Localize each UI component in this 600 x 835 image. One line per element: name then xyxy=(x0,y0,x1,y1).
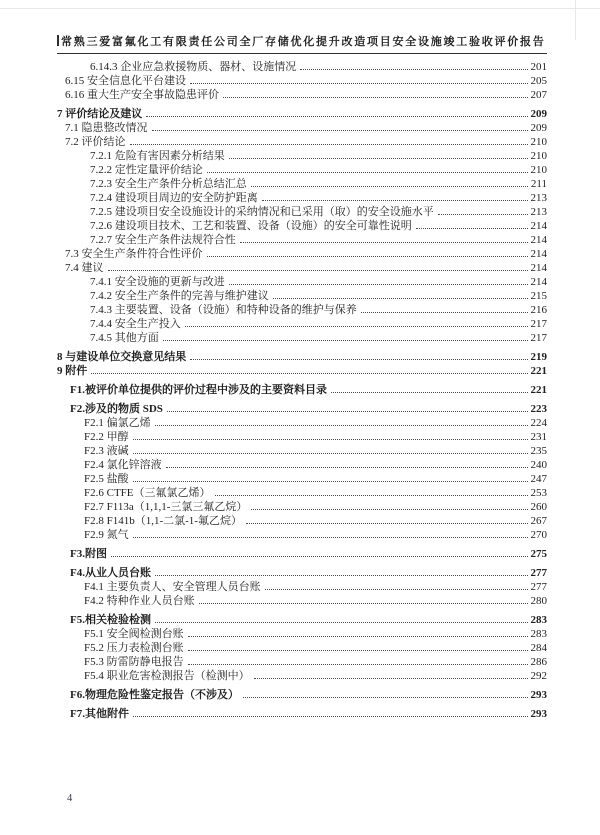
dot-leader xyxy=(361,312,528,313)
toc-entry-label: F5.1 安全阀检测台账 xyxy=(84,628,184,640)
toc-entry-page: 213 xyxy=(530,192,547,204)
dot-leader xyxy=(166,467,528,468)
toc-entry-label: 7.2.3 安全生产条件分析总结汇总 xyxy=(90,178,247,190)
toc-entry xyxy=(57,163,547,177)
dot-leader xyxy=(438,214,528,215)
dot-leader xyxy=(300,69,527,70)
toc-entry-label: F2.2 甲醇 xyxy=(84,431,129,443)
toc-entry xyxy=(57,458,547,472)
dot-leader xyxy=(155,622,528,623)
toc-entry xyxy=(57,74,547,88)
toc-entry-label: 7 评价结论及建议 xyxy=(57,108,143,120)
dot-leader xyxy=(133,716,528,717)
footer-page-number: 4 xyxy=(67,793,73,804)
toc-entry-label: 6.14.3 企业应急救援物质、器材、设施情况 xyxy=(90,61,297,73)
dot-leader xyxy=(185,326,528,327)
toc-entry-page: 284 xyxy=(530,642,547,654)
toc-entry-page: 280 xyxy=(530,595,547,607)
toc-entry xyxy=(57,149,547,163)
toc-entry-label: 7.4.5 其他方面 xyxy=(90,332,159,344)
dot-leader xyxy=(133,537,528,538)
toc-entry-label: 7.4 建议 xyxy=(65,262,104,274)
toc-entry xyxy=(57,60,547,74)
toc-entry-page: 209 xyxy=(530,122,547,134)
toc-entry xyxy=(57,528,547,542)
toc-entry-label: F1.被评价单位提供的评价过程中涉及的主要资料目录 xyxy=(70,384,327,396)
toc-entry xyxy=(57,500,547,514)
toc-entry xyxy=(57,514,547,528)
dot-leader xyxy=(152,130,528,131)
toc-entry-page: 283 xyxy=(530,614,547,626)
dot-leader xyxy=(133,453,528,454)
toc-entry xyxy=(57,364,547,378)
toc-entry-label: 7.2 评价结论 xyxy=(65,136,126,148)
toc-entry xyxy=(57,402,547,416)
toc-entry-page: 216 xyxy=(530,304,547,316)
dot-leader xyxy=(331,392,528,393)
toc-entry-label: F2.涉及的物质 SDS xyxy=(70,403,163,415)
toc-entry-label: F5.相关检验检测 xyxy=(70,614,151,626)
toc-entry-page: 247 xyxy=(530,473,547,485)
toc-entry xyxy=(57,472,547,486)
toc-entry-page: 253 xyxy=(530,487,547,499)
toc-entry-page: 217 xyxy=(530,318,547,330)
toc-entry xyxy=(57,247,547,261)
toc-entry-label: F2.5 盐酸 xyxy=(84,473,129,485)
toc-entry-label: 7.2.5 建设项目安全设施设计的采纳情况和已采用（取）的安全设施水平 xyxy=(90,206,434,218)
toc-entry-label: F5.2 压力表检测台账 xyxy=(84,642,184,654)
toc-entry-page: 207 xyxy=(530,89,547,101)
table-of-contents xyxy=(57,60,547,721)
toc-entry-page: 221 xyxy=(530,384,547,396)
toc-entry-page: 293 xyxy=(530,708,547,720)
dot-leader xyxy=(265,589,528,590)
toc-entry-label: F4.1 主要负责人、安全管理人员台账 xyxy=(84,581,261,593)
toc-entry-page: 286 xyxy=(530,656,547,668)
toc-entry xyxy=(57,88,547,102)
toc-entry-label: 7.1 隐患整改情况 xyxy=(65,122,148,134)
toc-entry xyxy=(57,707,547,721)
toc-entry xyxy=(57,121,547,135)
toc-entry-label: F6.物理危险性鉴定报告（不涉及） xyxy=(70,689,239,701)
toc-entry xyxy=(57,205,547,219)
toc-entry-page: 277 xyxy=(530,567,547,579)
dot-leader xyxy=(91,373,527,374)
toc-entry-page: 267 xyxy=(530,515,547,527)
toc-entry-label: 7.3 安全生产条件符合性评价 xyxy=(65,248,203,260)
toc-entry-label: F5.4 职业危害检测报告（检测中） xyxy=(84,670,250,682)
toc-entry xyxy=(57,383,547,397)
dot-leader xyxy=(133,439,528,440)
toc-entry xyxy=(57,331,547,345)
toc-entry-page: 260 xyxy=(530,501,547,513)
toc-entry xyxy=(57,688,547,702)
toc-entry-page: 210 xyxy=(530,150,547,162)
dot-leader xyxy=(146,116,527,117)
toc-entry-label: 7.4.3 主要装置、设备（设施）和特种设备的维护与保养 xyxy=(90,304,357,316)
dot-leader xyxy=(229,158,528,159)
toc-entry-label: F2.8 F141b（1,1-二氯-1-氟乙烷） xyxy=(84,515,242,527)
toc-entry-page: 210 xyxy=(530,164,547,176)
dot-leader xyxy=(243,697,528,698)
toc-entry xyxy=(57,594,547,608)
toc-entry-label: 7.4.4 安全生产投入 xyxy=(90,318,181,330)
toc-entry-label: F2.3 液碱 xyxy=(84,445,129,457)
toc-entry xyxy=(57,107,547,121)
toc-entry xyxy=(57,430,547,444)
toc-entry-label: F2.6 CTFE（三氟氯乙烯） xyxy=(84,487,211,499)
toc-entry xyxy=(57,350,547,364)
toc-entry xyxy=(57,547,547,561)
toc-entry xyxy=(57,566,547,580)
toc-entry-page: 283 xyxy=(530,628,547,640)
toc-entry-page: 211 xyxy=(530,178,547,190)
toc-entry-label: 6.15 安全信息化平台建设 xyxy=(65,75,186,87)
toc-entry xyxy=(57,416,547,430)
toc-entry-label: 8 与建设单位交换意见结果 xyxy=(57,351,187,363)
dot-leader xyxy=(108,270,528,271)
toc-entry-page: 201 xyxy=(530,61,547,73)
dot-leader xyxy=(155,425,528,426)
toc-entry-page: 205 xyxy=(530,75,547,87)
dot-leader xyxy=(229,284,528,285)
dot-leader xyxy=(111,556,528,557)
toc-entry-label: 7.2.6 建设项目技术、工艺和装置、设备（设施）的安全可靠性说明 xyxy=(90,220,412,232)
toc-entry xyxy=(57,486,547,500)
toc-entry-label: 7.2.2 定性定量评价结论 xyxy=(90,164,203,176)
toc-entry-label: 7.4.2 安全生产条件的完善与维护建议 xyxy=(90,290,269,302)
toc-entry-label: 7.2.1 危险有害因素分析结果 xyxy=(90,150,225,162)
toc-entry-page: 224 xyxy=(530,417,547,429)
toc-entry-page: 214 xyxy=(530,276,547,288)
toc-entry-page: 270 xyxy=(530,529,547,541)
dot-leader xyxy=(130,144,528,145)
toc-entry-page: 214 xyxy=(530,248,547,260)
toc-entry xyxy=(57,177,547,191)
toc-entry xyxy=(57,289,547,303)
toc-entry-page: 231 xyxy=(530,431,547,443)
toc-entry xyxy=(57,669,547,683)
toc-entry xyxy=(57,613,547,627)
toc-entry xyxy=(57,627,547,641)
toc-entry xyxy=(57,191,547,205)
toc-entry xyxy=(57,219,547,233)
toc-entry-label: F5.3 防雷防静电报告 xyxy=(84,656,184,668)
toc-entry-page: 217 xyxy=(530,332,547,344)
running-header xyxy=(57,33,547,54)
dot-leader xyxy=(254,678,528,679)
toc-entry-label: 6.16 重大生产安全事故隐患评价 xyxy=(65,89,219,101)
toc-entry-page: 215 xyxy=(530,290,547,302)
toc-entry-page: 275 xyxy=(530,548,547,560)
toc-entry-label: 7.2.4 建设项目周边的安全防护距离 xyxy=(90,192,258,204)
toc-entry xyxy=(57,135,547,149)
toc-entry-page: 223 xyxy=(530,403,547,415)
toc-entry-page: 240 xyxy=(530,459,547,471)
dot-leader xyxy=(167,411,528,412)
toc-entry-label: F4.2 特种作业人员台账 xyxy=(84,595,195,607)
toc-entry-label: F4.从业人员台账 xyxy=(70,567,151,579)
toc-entry-page: 209 xyxy=(530,108,547,120)
dot-leader xyxy=(207,172,528,173)
toc-entry xyxy=(57,275,547,289)
dot-leader xyxy=(199,603,528,604)
header-tick-mark xyxy=(57,35,59,46)
dot-leader xyxy=(223,97,528,98)
dot-leader xyxy=(416,228,528,229)
toc-entry-page: 214 xyxy=(530,262,547,274)
toc-entry-label: 7.2.7 安全生产条件法规符合性 xyxy=(90,234,236,246)
running-header-title: 常熟三爱富氟化工有限责任公司全厂存储优化提升改造项目安全设施竣工验收评价报告 xyxy=(61,36,546,48)
dot-leader xyxy=(188,664,528,665)
toc-entry xyxy=(57,641,547,655)
toc-entry-label: F2.7 F113a（1,1,1-三氯三氟乙烷） xyxy=(84,501,248,513)
dot-leader xyxy=(163,340,528,341)
toc-entry-page: 235 xyxy=(530,445,547,457)
toc-entry xyxy=(57,303,547,317)
toc-entry-label: F2.4 氯化锌溶液 xyxy=(84,459,162,471)
toc-entry-page: 214 xyxy=(530,220,547,232)
toc-entry-label: F2.9 氮气 xyxy=(84,529,129,541)
toc-entry-label: F7.其他附件 xyxy=(70,708,129,720)
toc-entry-page: 214 xyxy=(530,234,547,246)
toc-entry-page: 221 xyxy=(530,365,547,377)
dot-leader xyxy=(188,650,528,651)
toc-entry xyxy=(57,444,547,458)
dot-leader xyxy=(190,83,528,84)
dot-leader xyxy=(240,242,528,243)
dot-leader xyxy=(155,575,528,576)
toc-entry xyxy=(57,261,547,275)
toc-entry-label: 9 附件 xyxy=(57,365,88,377)
scan-edge-right xyxy=(575,0,576,40)
toc-entry-page: 219 xyxy=(530,351,547,363)
dot-leader xyxy=(273,298,528,299)
toc-entry-label: F3.附图 xyxy=(70,548,107,560)
toc-entry-page: 293 xyxy=(530,689,547,701)
dot-leader xyxy=(251,186,528,187)
dot-leader xyxy=(190,359,527,360)
toc-entry-label: F2.1 偏氯乙烯 xyxy=(84,417,151,429)
toc-entry-label: 7.4.1 安全设施的更新与改进 xyxy=(90,276,225,288)
dot-leader xyxy=(133,481,528,482)
toc-entry-page: 277 xyxy=(530,581,547,593)
dot-leader xyxy=(251,509,527,510)
toc-entry xyxy=(57,655,547,669)
toc-entry xyxy=(57,580,547,594)
toc-entry-page: 292 xyxy=(530,670,547,682)
toc-entry xyxy=(57,317,547,331)
toc-entry xyxy=(57,233,547,247)
toc-entry-page: 213 xyxy=(530,206,547,218)
toc-entry-page: 210 xyxy=(530,136,547,148)
dot-leader xyxy=(246,523,528,524)
scan-edge-top xyxy=(0,8,600,9)
dot-leader xyxy=(207,256,528,257)
dot-leader xyxy=(215,495,528,496)
dot-leader xyxy=(262,200,528,201)
dot-leader xyxy=(188,636,528,637)
